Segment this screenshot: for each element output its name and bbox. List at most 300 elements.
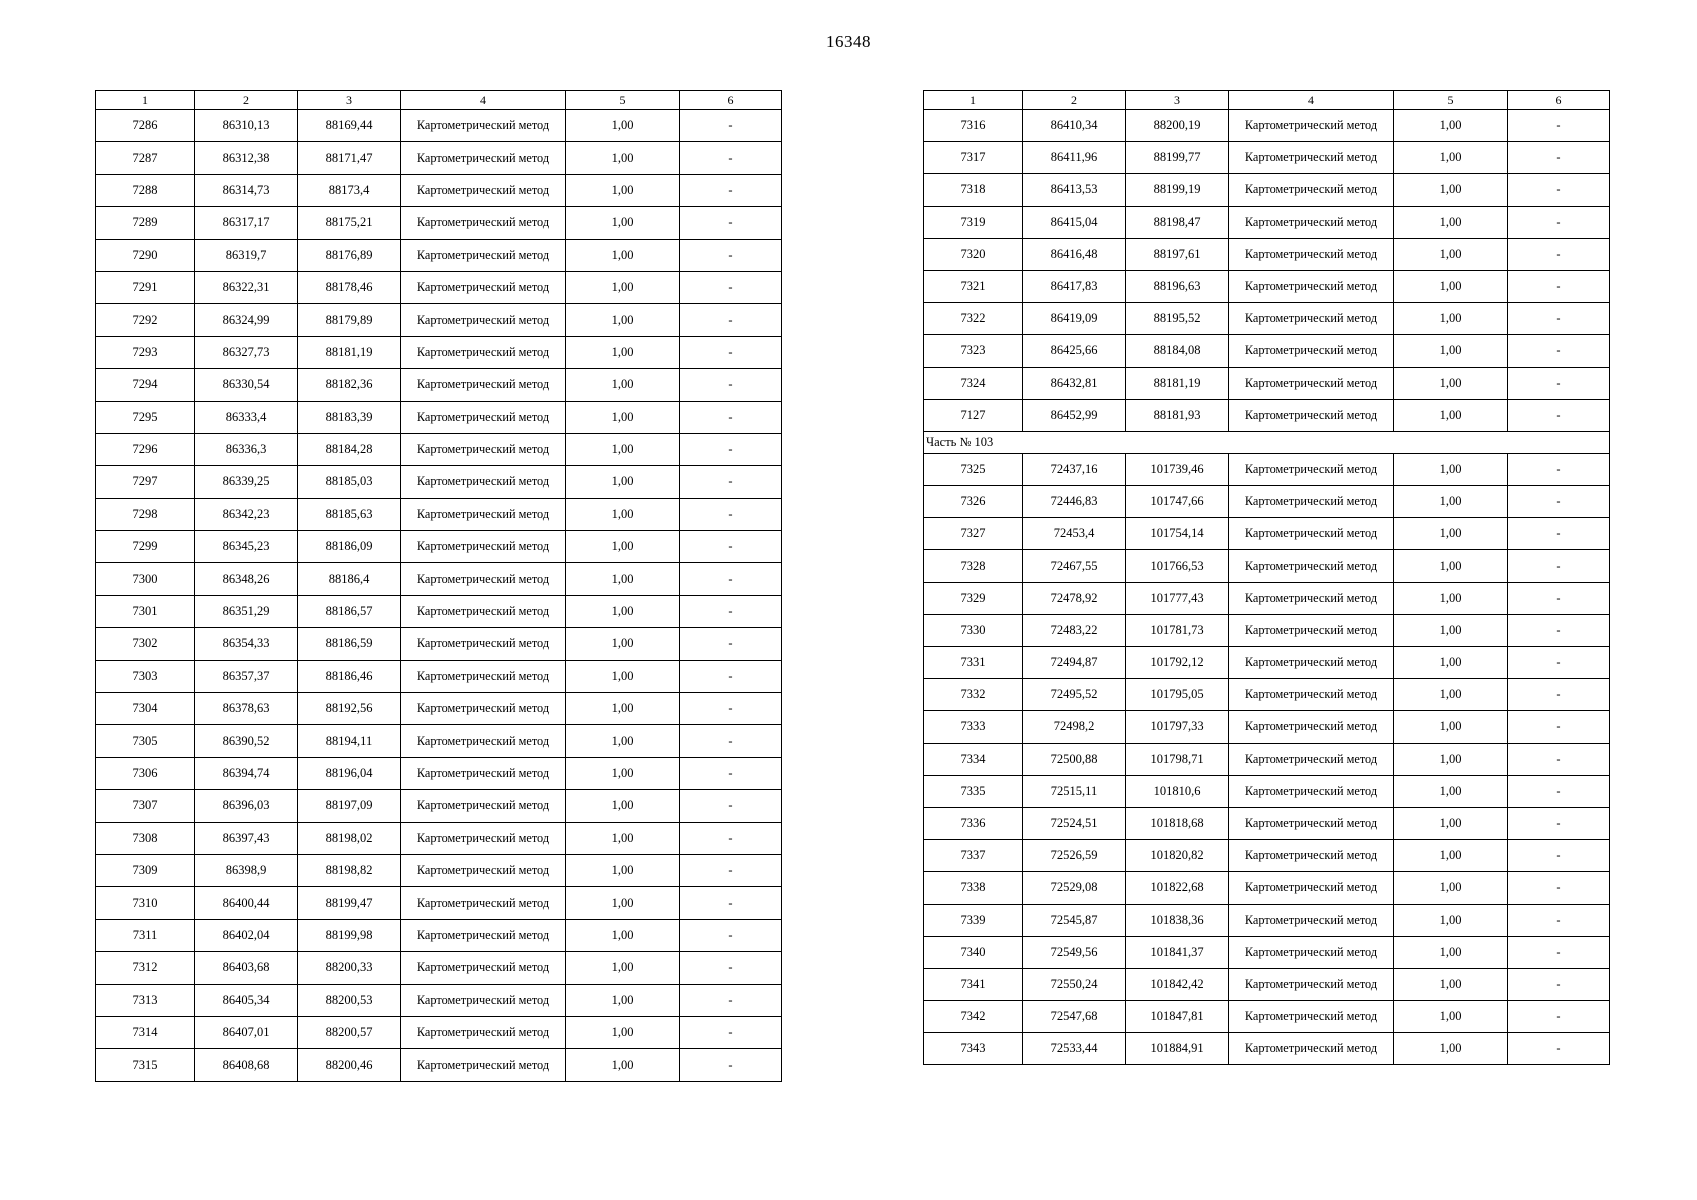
x-coordinate-cell: 86327,73 bbox=[195, 336, 298, 368]
coordinates-table-left bbox=[95, 90, 782, 1082]
accuracy-cell: 1,00 bbox=[1394, 238, 1508, 270]
table-row bbox=[96, 952, 782, 984]
accuracy-cell: 1,00 bbox=[566, 628, 680, 660]
y-coordinate-cell: 88178,46 bbox=[298, 271, 401, 303]
column-header: 3 bbox=[1126, 91, 1229, 110]
accuracy-cell: 1,00 bbox=[566, 336, 680, 368]
accuracy-cell: 1,00 bbox=[566, 984, 680, 1016]
table-body-left bbox=[96, 110, 782, 1082]
point-number-cell: 7322 bbox=[924, 303, 1023, 335]
point-number-cell: 7339 bbox=[924, 904, 1023, 936]
y-coordinate-cell: 88183,39 bbox=[298, 401, 401, 433]
table-row bbox=[96, 498, 782, 530]
description-cell: - bbox=[1508, 110, 1610, 142]
point-number-cell: 7299 bbox=[96, 531, 195, 563]
y-coordinate-cell: 101766,53 bbox=[1126, 550, 1229, 582]
description-cell: - bbox=[680, 433, 782, 465]
description-cell: - bbox=[680, 110, 782, 142]
accuracy-cell: 1,00 bbox=[1394, 904, 1508, 936]
table-row bbox=[924, 647, 1610, 679]
section-heading-row bbox=[924, 431, 1610, 453]
method-cell: Картометрический метод bbox=[401, 336, 566, 368]
method-cell: Картометрический метод bbox=[401, 110, 566, 142]
point-number-cell: 7325 bbox=[924, 453, 1023, 485]
x-coordinate-cell: 86345,23 bbox=[195, 531, 298, 563]
table-row bbox=[96, 1049, 782, 1081]
method-cell: Картометрический метод bbox=[1229, 711, 1394, 743]
description-cell: - bbox=[1508, 904, 1610, 936]
point-number-cell: 7295 bbox=[96, 401, 195, 433]
point-number-cell: 7333 bbox=[924, 711, 1023, 743]
accuracy-cell: 1,00 bbox=[1394, 550, 1508, 582]
method-cell: Картометрический метод bbox=[401, 1016, 566, 1048]
y-coordinate-cell: 88199,19 bbox=[1126, 174, 1229, 206]
y-coordinate-cell: 88173,4 bbox=[298, 174, 401, 206]
description-cell: - bbox=[680, 207, 782, 239]
accuracy-cell: 1,00 bbox=[566, 757, 680, 789]
table-row bbox=[96, 369, 782, 401]
description-cell: - bbox=[680, 887, 782, 919]
description-cell: - bbox=[1508, 550, 1610, 582]
accuracy-cell: 1,00 bbox=[566, 142, 680, 174]
column-header: 4 bbox=[1229, 91, 1394, 110]
x-coordinate-cell: 86402,04 bbox=[195, 919, 298, 951]
table-row bbox=[96, 919, 782, 951]
y-coordinate-cell: 88185,63 bbox=[298, 498, 401, 530]
table-row bbox=[96, 660, 782, 692]
point-number-cell: 7343 bbox=[924, 1033, 1023, 1065]
method-cell: Картометрический метод bbox=[1229, 453, 1394, 485]
description-cell: - bbox=[680, 369, 782, 401]
column-header: 2 bbox=[195, 91, 298, 110]
method-cell: Картометрический метод bbox=[401, 822, 566, 854]
column-header: 2 bbox=[1023, 91, 1126, 110]
method-cell: Картометрический метод bbox=[1229, 614, 1394, 646]
table-row bbox=[924, 807, 1610, 839]
x-coordinate-cell: 72483,22 bbox=[1023, 614, 1126, 646]
method-cell: Картометрический метод bbox=[401, 433, 566, 465]
y-coordinate-cell: 88200,19 bbox=[1126, 110, 1229, 142]
x-coordinate-cell: 72547,68 bbox=[1023, 1001, 1126, 1033]
x-coordinate-cell: 86348,26 bbox=[195, 563, 298, 595]
x-coordinate-cell: 72533,44 bbox=[1023, 1033, 1126, 1065]
description-cell: - bbox=[680, 563, 782, 595]
description-cell: - bbox=[680, 660, 782, 692]
description-cell: - bbox=[1508, 367, 1610, 399]
method-cell: Картометрический метод bbox=[1229, 936, 1394, 968]
x-coordinate-cell: 72467,55 bbox=[1023, 550, 1126, 582]
y-coordinate-cell: 88186,09 bbox=[298, 531, 401, 563]
accuracy-cell: 1,00 bbox=[1394, 142, 1508, 174]
method-cell: Картометрический метод bbox=[1229, 399, 1394, 431]
accuracy-cell: 1,00 bbox=[1394, 486, 1508, 518]
table-row bbox=[96, 984, 782, 1016]
table-row bbox=[96, 239, 782, 271]
x-coordinate-cell: 72550,24 bbox=[1023, 968, 1126, 1000]
y-coordinate-cell: 101798,71 bbox=[1126, 743, 1229, 775]
method-cell: Картометрический метод bbox=[1229, 518, 1394, 550]
y-coordinate-cell: 88195,52 bbox=[1126, 303, 1229, 335]
y-coordinate-cell: 101820,82 bbox=[1126, 840, 1229, 872]
table-row bbox=[924, 679, 1610, 711]
point-number-cell: 7127 bbox=[924, 399, 1023, 431]
x-coordinate-cell: 72478,92 bbox=[1023, 582, 1126, 614]
method-cell: Картометрический метод bbox=[401, 595, 566, 627]
x-coordinate-cell: 86415,04 bbox=[1023, 206, 1126, 238]
description-cell: - bbox=[1508, 614, 1610, 646]
table-row bbox=[96, 466, 782, 498]
accuracy-cell: 1,00 bbox=[566, 498, 680, 530]
column-header: 6 bbox=[680, 91, 782, 110]
accuracy-cell: 1,00 bbox=[566, 531, 680, 563]
y-coordinate-cell: 88197,09 bbox=[298, 790, 401, 822]
method-cell: Картометрический метод bbox=[1229, 367, 1394, 399]
x-coordinate-cell: 86314,73 bbox=[195, 174, 298, 206]
description-cell: - bbox=[1508, 486, 1610, 518]
accuracy-cell: 1,00 bbox=[566, 725, 680, 757]
table-row bbox=[924, 582, 1610, 614]
point-number-cell: 7326 bbox=[924, 486, 1023, 518]
y-coordinate-cell: 101842,42 bbox=[1126, 968, 1229, 1000]
description-cell: - bbox=[1508, 303, 1610, 335]
method-cell: Картометрический метод bbox=[1229, 1001, 1394, 1033]
y-coordinate-cell: 101781,73 bbox=[1126, 614, 1229, 646]
y-coordinate-cell: 101754,14 bbox=[1126, 518, 1229, 550]
method-cell: Картометрический метод bbox=[1229, 270, 1394, 302]
table-row bbox=[924, 614, 1610, 646]
method-cell: Картометрический метод bbox=[1229, 1033, 1394, 1065]
method-cell: Картометрический метод bbox=[1229, 335, 1394, 367]
description-cell: - bbox=[680, 757, 782, 789]
y-coordinate-cell: 88186,4 bbox=[298, 563, 401, 595]
x-coordinate-cell: 86324,99 bbox=[195, 304, 298, 336]
x-coordinate-cell: 86396,03 bbox=[195, 790, 298, 822]
x-coordinate-cell: 72524,51 bbox=[1023, 807, 1126, 839]
x-coordinate-cell: 86333,4 bbox=[195, 401, 298, 433]
x-coordinate-cell: 86413,53 bbox=[1023, 174, 1126, 206]
x-coordinate-cell: 86336,3 bbox=[195, 433, 298, 465]
method-cell: Картометрический метод bbox=[401, 790, 566, 822]
point-number-cell: 7302 bbox=[96, 628, 195, 660]
y-coordinate-cell: 101797,33 bbox=[1126, 711, 1229, 743]
y-coordinate-cell: 88175,21 bbox=[298, 207, 401, 239]
method-cell: Картометрический метод bbox=[401, 271, 566, 303]
table-row bbox=[924, 206, 1610, 238]
x-coordinate-cell: 86319,7 bbox=[195, 239, 298, 271]
point-number-cell: 7289 bbox=[96, 207, 195, 239]
accuracy-cell: 1,00 bbox=[1394, 453, 1508, 485]
description-cell: - bbox=[1508, 238, 1610, 270]
point-number-cell: 7313 bbox=[96, 984, 195, 1016]
point-number-cell: 7288 bbox=[96, 174, 195, 206]
y-coordinate-cell: 88184,28 bbox=[298, 433, 401, 465]
table-row bbox=[924, 904, 1610, 936]
point-number-cell: 7306 bbox=[96, 757, 195, 789]
description-cell: - bbox=[1508, 679, 1610, 711]
x-coordinate-cell: 86432,81 bbox=[1023, 367, 1126, 399]
description-cell: - bbox=[680, 1016, 782, 1048]
method-cell: Картометрический метод bbox=[401, 498, 566, 530]
table-row bbox=[924, 303, 1610, 335]
y-coordinate-cell: 88198,47 bbox=[1126, 206, 1229, 238]
description-cell: - bbox=[1508, 807, 1610, 839]
description-cell: - bbox=[680, 952, 782, 984]
x-coordinate-cell: 86408,68 bbox=[195, 1049, 298, 1081]
method-cell: Картометрический метод bbox=[401, 854, 566, 886]
y-coordinate-cell: 101838,36 bbox=[1126, 904, 1229, 936]
accuracy-cell: 1,00 bbox=[566, 369, 680, 401]
point-number-cell: 7301 bbox=[96, 595, 195, 627]
y-coordinate-cell: 88200,33 bbox=[298, 952, 401, 984]
column-header: 6 bbox=[1508, 91, 1610, 110]
method-cell: Картометрический метод bbox=[401, 142, 566, 174]
table-row bbox=[924, 174, 1610, 206]
method-cell: Картометрический метод bbox=[1229, 840, 1394, 872]
table-row bbox=[924, 110, 1610, 142]
x-coordinate-cell: 86411,96 bbox=[1023, 142, 1126, 174]
point-number-cell: 7293 bbox=[96, 336, 195, 368]
column-header: 4 bbox=[401, 91, 566, 110]
description-cell: - bbox=[1508, 936, 1610, 968]
table-row bbox=[96, 531, 782, 563]
x-coordinate-cell: 86357,37 bbox=[195, 660, 298, 692]
method-cell: Картометрический метод bbox=[1229, 647, 1394, 679]
x-coordinate-cell: 72446,83 bbox=[1023, 486, 1126, 518]
x-coordinate-cell: 86339,25 bbox=[195, 466, 298, 498]
accuracy-cell: 1,00 bbox=[1394, 936, 1508, 968]
table-row bbox=[96, 757, 782, 789]
x-coordinate-cell: 86397,43 bbox=[195, 822, 298, 854]
method-cell: Картометрический метод bbox=[1229, 743, 1394, 775]
x-coordinate-cell: 72437,16 bbox=[1023, 453, 1126, 485]
section-heading-group bbox=[924, 431, 1610, 453]
x-coordinate-cell: 86425,66 bbox=[1023, 335, 1126, 367]
table-row bbox=[96, 433, 782, 465]
y-coordinate-cell: 101792,12 bbox=[1126, 647, 1229, 679]
description-cell: - bbox=[1508, 174, 1610, 206]
table-row bbox=[96, 401, 782, 433]
table-row bbox=[96, 595, 782, 627]
table-row bbox=[924, 840, 1610, 872]
method-cell: Картометрический метод bbox=[1229, 174, 1394, 206]
table-row bbox=[924, 968, 1610, 1000]
y-coordinate-cell: 101777,43 bbox=[1126, 582, 1229, 614]
description-cell: - bbox=[680, 142, 782, 174]
description-cell: - bbox=[1508, 335, 1610, 367]
accuracy-cell: 1,00 bbox=[1394, 206, 1508, 238]
table-row bbox=[924, 518, 1610, 550]
description-cell: - bbox=[680, 239, 782, 271]
table-row bbox=[924, 142, 1610, 174]
table-row bbox=[924, 936, 1610, 968]
y-coordinate-cell: 88176,89 bbox=[298, 239, 401, 271]
description-cell: - bbox=[680, 919, 782, 951]
x-coordinate-cell: 86317,17 bbox=[195, 207, 298, 239]
x-coordinate-cell: 86390,52 bbox=[195, 725, 298, 757]
point-number-cell: 7332 bbox=[924, 679, 1023, 711]
table-row bbox=[96, 271, 782, 303]
y-coordinate-cell: 88171,47 bbox=[298, 142, 401, 174]
point-number-cell: 7290 bbox=[96, 239, 195, 271]
accuracy-cell: 1,00 bbox=[566, 1016, 680, 1048]
method-cell: Картометрический метод bbox=[1229, 550, 1394, 582]
point-number-cell: 7327 bbox=[924, 518, 1023, 550]
page-number: 16348 bbox=[826, 32, 871, 51]
table-row bbox=[924, 743, 1610, 775]
accuracy-cell: 1,00 bbox=[566, 919, 680, 951]
y-coordinate-cell: 88199,47 bbox=[298, 887, 401, 919]
description-cell: - bbox=[1508, 142, 1610, 174]
y-coordinate-cell: 88198,82 bbox=[298, 854, 401, 886]
point-number-cell: 7304 bbox=[96, 693, 195, 725]
point-number-cell: 7315 bbox=[96, 1049, 195, 1081]
point-number-cell: 7329 bbox=[924, 582, 1023, 614]
accuracy-cell: 1,00 bbox=[1394, 743, 1508, 775]
accuracy-cell: 1,00 bbox=[1394, 614, 1508, 646]
accuracy-cell: 1,00 bbox=[566, 952, 680, 984]
y-coordinate-cell: 88194,11 bbox=[298, 725, 401, 757]
description-cell: - bbox=[1508, 518, 1610, 550]
table-row bbox=[924, 711, 1610, 743]
accuracy-cell: 1,00 bbox=[566, 854, 680, 886]
accuracy-cell: 1,00 bbox=[566, 239, 680, 271]
table-row bbox=[924, 486, 1610, 518]
point-number-cell: 7320 bbox=[924, 238, 1023, 270]
accuracy-cell: 1,00 bbox=[1394, 679, 1508, 711]
y-coordinate-cell: 88200,46 bbox=[298, 1049, 401, 1081]
method-cell: Картометрический метод bbox=[401, 531, 566, 563]
point-number-cell: 7311 bbox=[96, 919, 195, 951]
point-number-cell: 7292 bbox=[96, 304, 195, 336]
description-cell: - bbox=[1508, 968, 1610, 1000]
method-cell: Картометрический метод bbox=[401, 660, 566, 692]
accuracy-cell: 1,00 bbox=[566, 660, 680, 692]
x-coordinate-cell: 86330,54 bbox=[195, 369, 298, 401]
x-coordinate-cell: 72515,11 bbox=[1023, 775, 1126, 807]
x-coordinate-cell: 86322,31 bbox=[195, 271, 298, 303]
table-row bbox=[96, 110, 782, 142]
point-number-cell: 7340 bbox=[924, 936, 1023, 968]
method-cell: Картометрический метод bbox=[1229, 807, 1394, 839]
point-number-cell: 7312 bbox=[96, 952, 195, 984]
y-coordinate-cell: 88199,77 bbox=[1126, 142, 1229, 174]
table-row bbox=[96, 822, 782, 854]
accuracy-cell: 1,00 bbox=[566, 433, 680, 465]
table-row bbox=[96, 725, 782, 757]
table-row bbox=[96, 790, 782, 822]
y-coordinate-cell: 88181,19 bbox=[1126, 367, 1229, 399]
y-coordinate-cell: 88199,98 bbox=[298, 919, 401, 951]
x-coordinate-cell: 86410,34 bbox=[1023, 110, 1126, 142]
accuracy-cell: 1,00 bbox=[1394, 775, 1508, 807]
y-coordinate-cell: 101795,05 bbox=[1126, 679, 1229, 711]
method-cell: Картометрический метод bbox=[1229, 968, 1394, 1000]
accuracy-cell: 1,00 bbox=[566, 1049, 680, 1081]
accuracy-cell: 1,00 bbox=[1394, 110, 1508, 142]
accuracy-cell: 1,00 bbox=[566, 271, 680, 303]
accuracy-cell: 1,00 bbox=[1394, 968, 1508, 1000]
y-coordinate-cell: 88198,02 bbox=[298, 822, 401, 854]
description-cell: - bbox=[680, 984, 782, 1016]
point-number-cell: 7309 bbox=[96, 854, 195, 886]
method-cell: Картометрический метод bbox=[401, 207, 566, 239]
accuracy-cell: 1,00 bbox=[566, 887, 680, 919]
description-cell: - bbox=[1508, 270, 1610, 302]
method-cell: Картометрический метод bbox=[1229, 303, 1394, 335]
accuracy-cell: 1,00 bbox=[1394, 1001, 1508, 1033]
point-number-cell: 7296 bbox=[96, 433, 195, 465]
accuracy-cell: 1,00 bbox=[1394, 303, 1508, 335]
header-row bbox=[924, 91, 1610, 110]
y-coordinate-cell: 88200,57 bbox=[298, 1016, 401, 1048]
description-cell: - bbox=[680, 498, 782, 530]
method-cell: Картометрический метод bbox=[401, 466, 566, 498]
table-row bbox=[924, 775, 1610, 807]
point-number-cell: 7336 bbox=[924, 807, 1023, 839]
x-coordinate-cell: 72500,88 bbox=[1023, 743, 1126, 775]
accuracy-cell: 1,00 bbox=[1394, 174, 1508, 206]
point-number-cell: 7303 bbox=[96, 660, 195, 692]
accuracy-cell: 1,00 bbox=[1394, 840, 1508, 872]
method-cell: Картометрический метод bbox=[1229, 679, 1394, 711]
description-cell: - bbox=[1508, 206, 1610, 238]
point-number-cell: 7307 bbox=[96, 790, 195, 822]
x-coordinate-cell: 72498,2 bbox=[1023, 711, 1126, 743]
accuracy-cell: 1,00 bbox=[566, 790, 680, 822]
method-cell: Картометрический метод bbox=[401, 887, 566, 919]
description-cell: - bbox=[1508, 1001, 1610, 1033]
y-coordinate-cell: 88200,53 bbox=[298, 984, 401, 1016]
accuracy-cell: 1,00 bbox=[566, 174, 680, 206]
description-cell: - bbox=[680, 271, 782, 303]
accuracy-cell: 1,00 bbox=[566, 207, 680, 239]
description-cell: - bbox=[680, 693, 782, 725]
accuracy-cell: 1,00 bbox=[1394, 711, 1508, 743]
accuracy-cell: 1,00 bbox=[566, 693, 680, 725]
method-cell: Картометрический метод bbox=[401, 919, 566, 951]
method-cell: Картометрический метод bbox=[401, 304, 566, 336]
method-cell: Картометрический метод bbox=[401, 239, 566, 271]
x-coordinate-cell: 72545,87 bbox=[1023, 904, 1126, 936]
accuracy-cell: 1,00 bbox=[566, 466, 680, 498]
description-cell: - bbox=[1508, 743, 1610, 775]
point-number-cell: 7324 bbox=[924, 367, 1023, 399]
description-cell: - bbox=[680, 790, 782, 822]
x-coordinate-cell: 86407,01 bbox=[195, 1016, 298, 1048]
table-row bbox=[924, 335, 1610, 367]
x-coordinate-cell: 86405,34 bbox=[195, 984, 298, 1016]
point-number-cell: 7310 bbox=[96, 887, 195, 919]
y-coordinate-cell: 88186,59 bbox=[298, 628, 401, 660]
description-cell: - bbox=[1508, 872, 1610, 904]
description-cell: - bbox=[680, 1049, 782, 1081]
y-coordinate-cell: 88181,93 bbox=[1126, 399, 1229, 431]
table-row bbox=[924, 270, 1610, 302]
method-cell: Картометрический метод bbox=[401, 563, 566, 595]
table-row bbox=[96, 854, 782, 886]
accuracy-cell: 1,00 bbox=[566, 304, 680, 336]
x-coordinate-cell: 86417,83 bbox=[1023, 270, 1126, 302]
column-header: 5 bbox=[1394, 91, 1508, 110]
method-cell: Картометрический метод bbox=[1229, 110, 1394, 142]
x-coordinate-cell: 86354,33 bbox=[195, 628, 298, 660]
point-number-cell: 7341 bbox=[924, 968, 1023, 1000]
description-cell: - bbox=[1508, 399, 1610, 431]
description-cell: - bbox=[1508, 1033, 1610, 1065]
y-coordinate-cell: 101847,81 bbox=[1126, 1001, 1229, 1033]
x-coordinate-cell: 72494,87 bbox=[1023, 647, 1126, 679]
method-cell: Картометрический метод bbox=[1229, 775, 1394, 807]
